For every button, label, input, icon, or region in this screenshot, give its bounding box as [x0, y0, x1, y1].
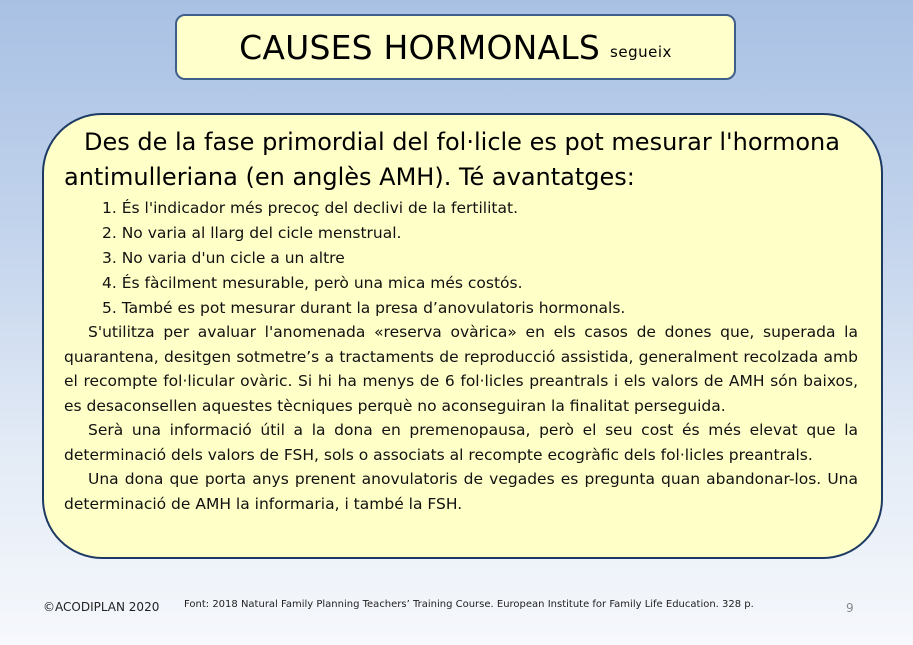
page-number: 9: [846, 601, 854, 615]
list-item: 3. No varia d'un cicle a un altre: [102, 249, 345, 267]
source-citation: Font: 2018 Natural Family Planning Teachers’ Training Course. European Institute for Family Life Education. 328 p.: [184, 599, 754, 610]
paragraph: Serà una informació útil a la dona en premenopausa, però el seu cost és més elevat que la determinació dels valors de FSH, sols o associats al recompte ecogràfic dels fol·licles preantrals.: [64, 421, 858, 464]
paragraph: Una dona que porta anys prenent anovulatoris de vegades es pregunta quan abandonar-los. Una determinació de AMH la informaria, i també la FSH.: [64, 470, 858, 513]
intro-line-1: Des de la fase primordial del fol·licle es pot mesurar l'hormona: [84, 128, 840, 156]
body-paragraphs: [64, 320, 858, 516]
content-box: [42, 113, 883, 559]
advantages-list: [102, 196, 842, 321]
paragraph: S'utilitza per avaluar l'anomenada «reserva ovàrica» en els casos de dones que, superada la quarantena, desitgen sotmetre’s a tractaments de reproducció assistida, generalment recolzada amb el recompte fol·licular ovàric. Si hi ha menys de 6 fol·licles preantrals i els valors de AMH són baixos, es desaconsellen aquestes tècniques perquè no aconseguiran la finalitat perseguida.: [64, 323, 858, 415]
list-item: 1. És l'indicador més precoç del declivi de la fertilitat.: [102, 199, 518, 217]
list-item: 5. També es pot mesurar durant la presa d’anovulatoris hormonals.: [102, 299, 626, 317]
list-item: 4. És fàcilment mesurable, però una mica més costós.: [102, 274, 523, 292]
copyright-text: ©ACODIPLAN 2020: [43, 600, 160, 614]
intro-line-2: antimulleriana (en anglès AMH). Té avantatges:: [64, 163, 635, 191]
list-item: 2. No varia al llarg del cicle menstrual.: [102, 224, 402, 242]
title-box: [175, 14, 736, 80]
intro-text: [64, 125, 864, 195]
slide-subtitle: segueix: [610, 43, 672, 61]
slide-title: CAUSES HORMONALS: [239, 27, 601, 67]
